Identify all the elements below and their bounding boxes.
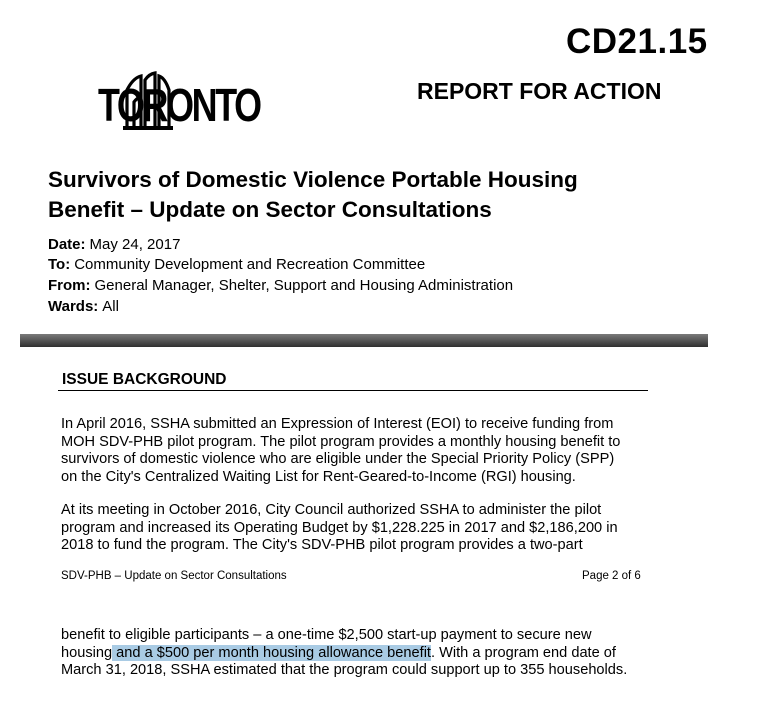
paragraph-line: In April 2016, SSHA submitted an Expression of Interest (EOI) to receive funding from — [61, 416, 614, 432]
paragraph-2 — [61, 502, 661, 555]
paragraph-line: benefit to eligible participants – a one-time $2,500 start-up payment to secure new — [61, 627, 592, 643]
meta-wards — [48, 298, 119, 315]
toronto-logo-text: TORONTO — [98, 79, 260, 131]
meta-wards-label: Wards: — [48, 298, 99, 315]
title-line-2: Benefit – Update on Sector Consultations — [48, 197, 492, 222]
paragraph-1 — [61, 416, 661, 486]
meta-from — [48, 277, 513, 294]
paragraph-line: At its meeting in October 2016, City Council authorized SSHA to administer the pilot — [61, 502, 602, 518]
paragraph-line: 2018 to fund the program. The City's SDV-PHB pilot program provides a two-part — [61, 537, 583, 553]
meta-wards-value: All — [102, 298, 119, 315]
report-id: CD21.15 — [566, 22, 708, 61]
page-footer-title: SDV-PHB – Update on Sector Consultations — [61, 570, 287, 582]
meta-from-value: General Manager, Shelter, Support and Housing Administration — [94, 277, 514, 294]
selected-text[interactable]: and a $500 per month housing allowance benefit — [112, 644, 431, 661]
title-line-1: Survivors of Domestic Violence Portable Housing — [48, 167, 578, 192]
paragraph-line: on the City's Centralized Waiting List for Rent-Geared-to-Income (RGI) housing. — [61, 468, 576, 485]
meta-to-value: Community Development and Recreation Committee — [74, 256, 426, 273]
meta-date-label: Date: — [48, 236, 86, 253]
paragraph-line: MOH SDV-PHB pilot program. The pilot program provides a monthly housing benefit to — [61, 433, 621, 450]
paragraph-3 — [61, 627, 661, 680]
section-divider-bar — [20, 334, 708, 347]
meta-date-value: May 24, 2017 — [89, 236, 181, 253]
page-number: Page 2 of 6 — [582, 570, 641, 582]
page-title — [48, 165, 668, 225]
text-fragment: . With a program end date of — [431, 644, 616, 661]
meta-from-label: From: — [48, 277, 91, 294]
paragraph-line: program and increased its Operating Budget by $1,228.225 in 2017 and $2,186,200 in — [61, 519, 618, 536]
text-fragment: housing — [61, 644, 113, 661]
meta-to-label: To: — [48, 256, 71, 273]
meta-to — [48, 256, 425, 273]
section-rule — [58, 390, 648, 391]
paragraph-line[interactable] — [61, 645, 661, 663]
meta-date — [48, 236, 180, 253]
paragraph-line: survivors of domestic violence who are eligible under the Special Priority Policy (SPP) — [61, 451, 615, 467]
section-heading: ISSUE BACKGROUND — [62, 371, 227, 388]
report-type: REPORT FOR ACTION — [417, 78, 662, 104]
paragraph-line: March 31, 2018, SSHA estimated that the program could support up to 355 households. — [61, 662, 628, 678]
